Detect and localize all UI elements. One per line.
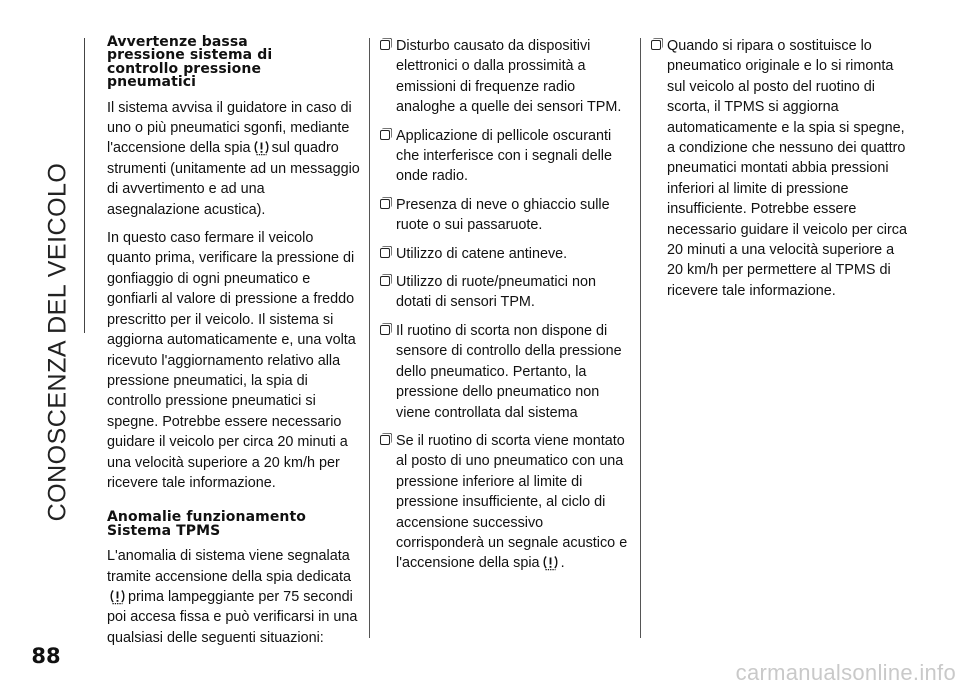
- list-item: Quando si ripara o sostituisce lo pneumatico originale e lo si rimonta sul veicolo al posto del ruotino di scorta, il TPMS si aggiorna automaticamente e la spia si spegne, a condizione che nessuno dei quattro pneumatici montati abbia pressioni inferiori al limite di pressione insufficiente. Potrebbe essere necessario guidare il veicolo per circa 20 minuti a una velocità superiore a 20 km/h per permettere al TPMS di ricevere tale informazione.: [651, 36, 909, 301]
- paragraph: In questo caso fermare il veicolo quanto prima, verificare la pressione di gonfiaggio di ogni pneumatico e gonfiarli al valore di pressione a freddo prescritto per il veicolo. Il sistema si aggiorna automaticamente e, una volta ricevuto l'aggiornamento relativo alla pressione pneumatici, la spia di controllo pressione pneumatici si spegne. Potrebbe essere necessario guidare il veicolo per circa 20 minuti a una velocità superiore a 20 km/h per ricevere tale informazione.: [107, 230, 356, 491]
- paragraph: [107, 546, 361, 648]
- watermark: carmanualsonline.info: [735, 660, 956, 685]
- column-2: [380, 36, 632, 582]
- list-item: Utilizzo di ruote/pneumatici non dotati di sensori TPM.: [380, 272, 632, 313]
- paragraph-text: sul quadro strumenti (unitamente ad un messaggio di avvertimento e ad una asegnalazione acustica).: [107, 140, 360, 218]
- section-side-title: CONOSCENZA DEL VEICOLO: [43, 162, 72, 522]
- heading-line: controllo pressione: [107, 60, 262, 77]
- column-1: [107, 36, 361, 656]
- paragraph-text: L'anomalia di sistema viene segnalata tramite accensione della spia dedicata: [107, 548, 351, 585]
- column-divider: [369, 38, 370, 638]
- list-item: Applicazione di pellicole oscuranti che interferisce con i segnali delle onde radio.: [380, 126, 632, 187]
- paragraph: [107, 98, 361, 220]
- column-3: [651, 36, 909, 309]
- list-item: Utilizzo di catene antineve.: [380, 244, 632, 264]
- list-item-text: Se il ruotino di scorta viene montato al posto di uno pneumatico con una pressione inferiore al limite di pressione insufficiente, al ciclo di accensione successivo corrisponderà un segnale acustico e l'accensione della spia: [396, 432, 628, 572]
- heading-line: Avvertenze bassa: [107, 34, 248, 50]
- list-item-text: .: [560, 555, 565, 572]
- section-heading-tpms-faults: [107, 511, 361, 538]
- column-divider: [640, 38, 641, 638]
- tire-pressure-warning-icon: [254, 140, 269, 156]
- heading-line: Sistema TPMS: [107, 522, 221, 539]
- side-divider: [84, 38, 85, 333]
- heading-line: pressione sistema di: [107, 47, 273, 64]
- paragraph-text: Il sistema avvisa il guidatore in caso di uno o più pneumatici sgonfi, mediante l'accensione della spia: [107, 99, 352, 157]
- tire-pressure-warning-icon: [110, 589, 125, 605]
- condition-list: [380, 36, 632, 574]
- section-heading-low-pressure: [107, 36, 361, 90]
- list-item: Disturbo causato da dispositivi elettronici o dalla prossimità a emissioni di frequenze radio analoghe a quelle dei sensori TPM.: [380, 36, 632, 118]
- list-item: Il ruotino di scorta non dispone di sensore di controllo della pressione dello pneumatico. Pertanto, la pressione dello pneumatico non viene controllata dal sistema: [380, 321, 632, 423]
- paragraph-text: prima lampeggiante per 75 secondi poi accesa fissa e può verificarsi in una qualsiasi delle seguenti situazioni:: [107, 588, 358, 646]
- page-number: 88: [31, 644, 61, 668]
- condition-list: [651, 36, 909, 301]
- tire-pressure-warning-icon: [543, 555, 558, 571]
- heading-line: Anomalie funzionamento: [107, 509, 306, 526]
- heading-line: pneumatici: [107, 74, 197, 91]
- list-item: Presenza di neve o ghiaccio sulle ruote o sui passaruote.: [380, 195, 632, 236]
- list-item: [380, 431, 632, 574]
